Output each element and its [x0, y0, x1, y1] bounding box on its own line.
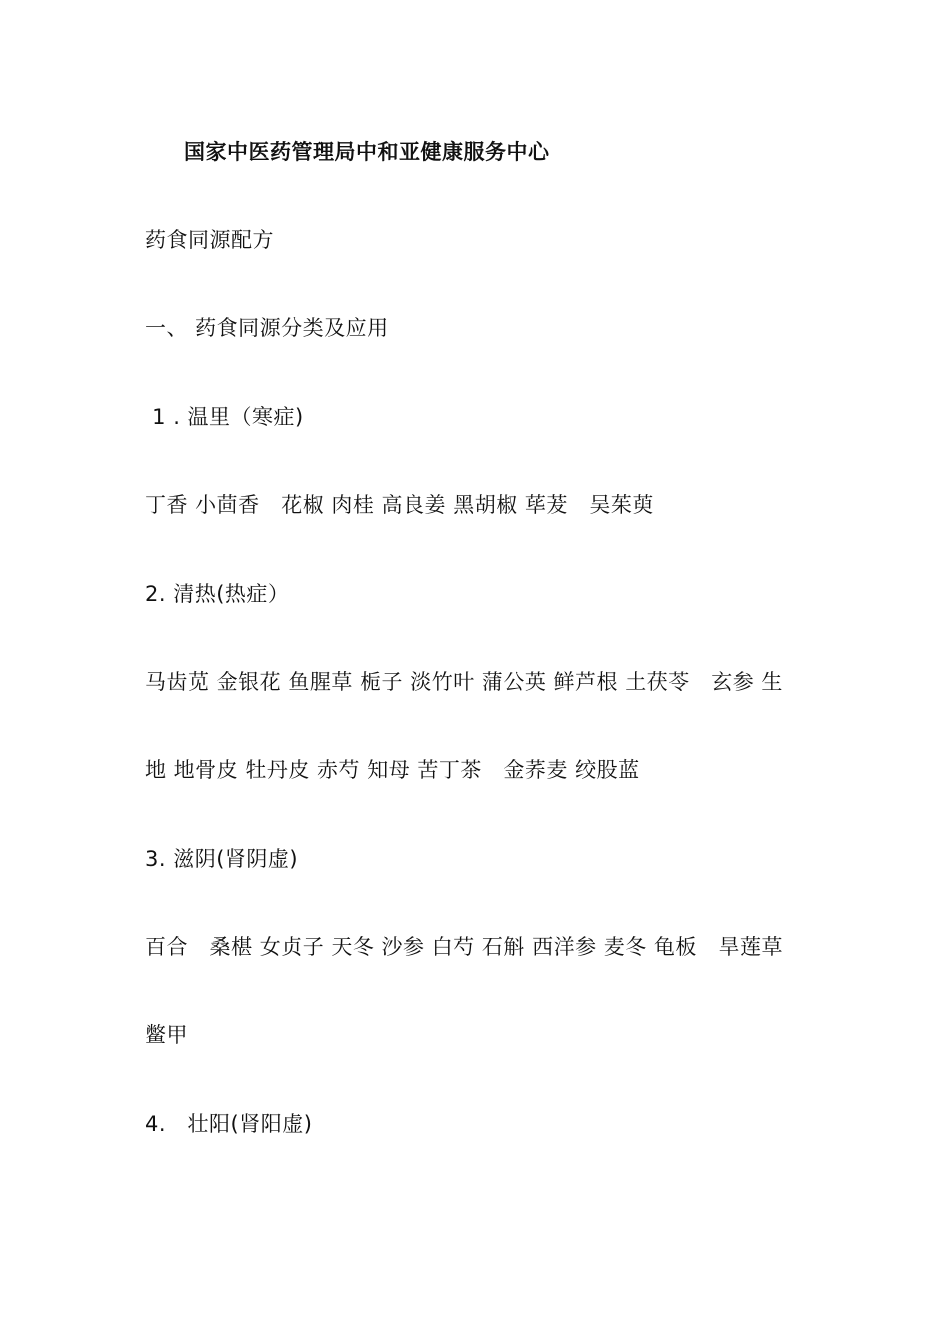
- category-items-nourishing-yin-line2: 鳖甲: [145, 1023, 188, 1047]
- category-items-clearing-heat-line2: 地 地骨皮 牡丹皮 赤芍 知母 苦丁茶 金荞麦 绞股蓝: [145, 758, 640, 782]
- category-items-clearing-heat-line1: 马齿苋 金银花 鱼腥草 栀子 淡竹叶 蒲公英 鲜芦根 土茯苓 玄参 生: [145, 670, 783, 694]
- document-title: 国家中医药管理局中和亚健康服务中心: [184, 140, 550, 164]
- category-heading-nourishing-yin: 3. 滋阴(肾阴虚): [145, 847, 299, 871]
- category-items-warming: 丁香 小茴香 花椒 肉桂 高良姜 黑胡椒 荜茇 吴茱萸: [145, 493, 654, 517]
- section-heading-1: 一、 药食同源分类及应用: [145, 316, 389, 340]
- category-heading-strengthening-yang: 4. 壮阳(肾阳虚): [145, 1112, 313, 1136]
- category-heading-warming: 1 . 温里（寒症): [145, 405, 304, 429]
- category-heading-clearing-heat: 2. 清热(热症）: [145, 582, 290, 606]
- category-items-nourishing-yin-line1: 百合 桑椹 女贞子 天冬 沙参 白芍 石斛 西洋参 麦冬 龟板 旱莲草: [145, 935, 783, 959]
- document-subtitle: 药食同源配方: [145, 228, 274, 252]
